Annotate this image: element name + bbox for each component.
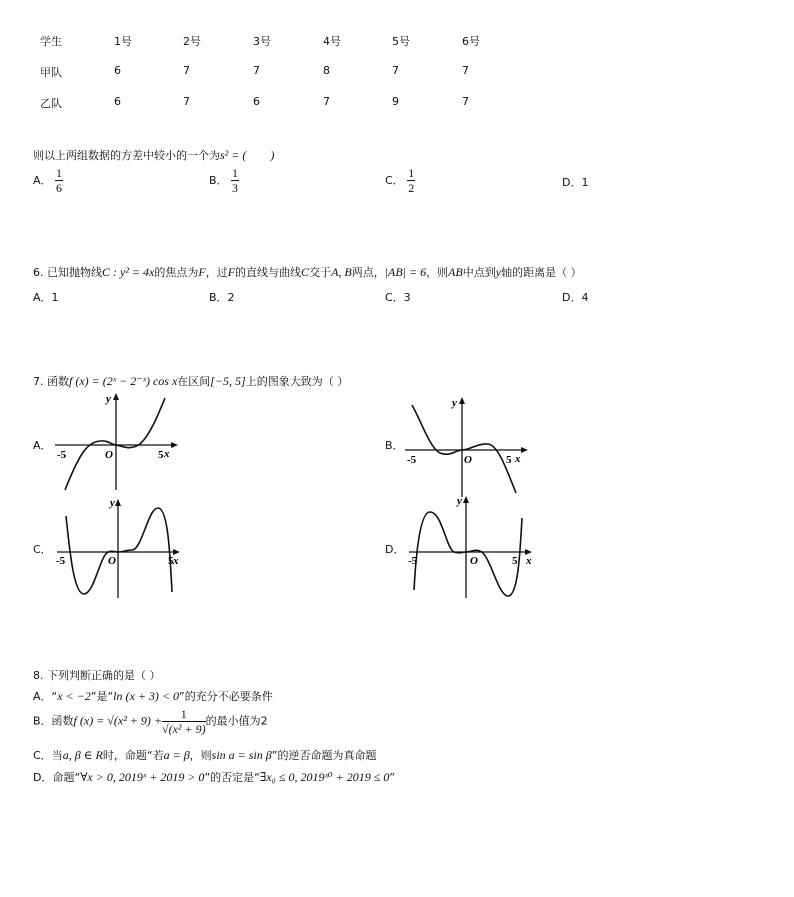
curve xyxy=(65,398,165,490)
q8-text: “ xyxy=(51,690,58,703)
denominator: 6 xyxy=(56,181,63,195)
q6-text: 的直线与曲线 xyxy=(235,266,302,279)
x-arrow-icon xyxy=(171,442,178,448)
curve xyxy=(66,508,172,594)
q6-text: ，则 xyxy=(426,266,449,279)
q5-stem xyxy=(33,146,274,163)
table-cell: 7 xyxy=(253,64,260,77)
q8-text: ”的充分不必要条件 xyxy=(179,690,273,703)
q8-option-c[interactable] xyxy=(33,747,376,763)
q8-text: ”的否定是“ xyxy=(204,771,260,784)
graph-c[interactable] xyxy=(52,494,192,602)
axis-y-label: y xyxy=(106,393,111,405)
table-header-cell: 6号 xyxy=(462,35,480,48)
option-letter: C． xyxy=(385,173,404,187)
q7-option-b-label[interactable]: B． xyxy=(385,439,404,452)
curve xyxy=(412,405,516,493)
q8-text: ”的逆否命题为真命题 xyxy=(271,749,377,762)
q7-option-c-label[interactable]: C． xyxy=(33,543,52,556)
option-letter: C． xyxy=(33,749,52,762)
tick-pos5: 5 xyxy=(168,555,174,567)
q7-text: 在区间 xyxy=(177,375,211,388)
fraction xyxy=(231,166,239,195)
denominator: 2 xyxy=(408,181,415,195)
table-header-cell: 2号 xyxy=(183,35,201,48)
q7-stem xyxy=(33,373,348,389)
option-letter: A． xyxy=(33,690,52,703)
tick-neg5: -5 xyxy=(407,454,417,466)
q7-text: 上的图象大致为（ ） xyxy=(245,375,349,388)
q8-math: ln (x + 3) < 0 xyxy=(113,689,180,703)
q8-text: 当 xyxy=(51,749,63,762)
q8-text: 的最小值为2 xyxy=(205,714,268,728)
table-cell: 6 xyxy=(253,95,260,108)
origin-label: O xyxy=(464,454,472,466)
q8-math: x < −2 xyxy=(57,689,91,703)
table-cell: 7 xyxy=(323,95,330,108)
q5-option-b[interactable] xyxy=(209,166,239,195)
q6-math: |AB| = 6 xyxy=(384,265,427,279)
y-arrow-icon xyxy=(115,499,121,506)
q6-option-a[interactable]: A．1 xyxy=(33,291,59,304)
q8-option-d[interactable] xyxy=(33,769,395,785)
table-cell: 7 xyxy=(462,64,469,77)
table-header-cell: 4号 xyxy=(323,35,341,48)
option-letter: B． xyxy=(33,714,52,728)
q6-text: ，过 xyxy=(205,266,228,279)
q7-option-d-label[interactable]: D． xyxy=(385,543,405,556)
q8-math: sin a = sin β xyxy=(211,748,272,762)
option-letter: D． xyxy=(562,176,582,189)
axis-x-label: x xyxy=(526,555,532,567)
q6-option-b[interactable]: B．2 xyxy=(209,291,235,304)
q6-stem xyxy=(33,264,582,280)
table-cell: 7 xyxy=(392,64,399,77)
axis-x-label: x xyxy=(173,555,179,567)
option-letter: B． xyxy=(209,173,228,187)
q6-math: C xyxy=(301,265,310,279)
axis-y-label: y xyxy=(110,497,115,509)
q5-option-d[interactable] xyxy=(562,174,588,190)
graph-d[interactable] xyxy=(404,494,544,602)
table-cell: 7 xyxy=(183,95,190,108)
q6-text: 轴的距离是（ ） xyxy=(501,266,582,279)
q8-math: a = β xyxy=(163,748,190,762)
denominator: 3 xyxy=(232,181,239,195)
axis-x-label: x xyxy=(164,448,170,460)
q8-text: ”是“ xyxy=(90,690,114,703)
q7-option-a-label[interactable]: A． xyxy=(33,439,52,452)
table-cell: 8 xyxy=(323,64,330,77)
q8-text: 函数 xyxy=(51,714,74,728)
y-arrow-icon xyxy=(113,393,119,400)
table-cell: 9 xyxy=(392,95,399,108)
tick-neg5: -5 xyxy=(57,449,67,461)
q7-math: f (x) = (2ˣ − 2⁻ˣ) cos x xyxy=(69,374,178,388)
origin-label: O xyxy=(470,555,478,567)
table-header-cell: 学生 xyxy=(40,35,62,48)
numerator: 1 xyxy=(408,166,415,180)
numerator: 1 xyxy=(232,166,239,180)
q6-text: 两点， xyxy=(351,266,385,279)
fraction xyxy=(407,166,415,195)
q6-text: 6. 已知抛物线 xyxy=(33,266,102,279)
q8-title: 8. 下列判断正确的是（ ） xyxy=(33,669,161,682)
option-value: 1 xyxy=(581,176,589,189)
q6-math: AB xyxy=(448,265,463,279)
q5-option-c[interactable] xyxy=(385,166,415,195)
table-cell: 6 xyxy=(114,95,121,108)
q6-math: C : y² = 4x xyxy=(102,265,155,279)
q6-math: y xyxy=(495,265,502,279)
q8-math: f (x) = √(x² + 9) + xyxy=(73,713,162,728)
tick-neg5: -5 xyxy=(408,555,418,567)
tick-pos5: 5 xyxy=(158,449,164,461)
q6-text: 的焦点为 xyxy=(154,266,199,279)
q8-option-a[interactable] xyxy=(33,688,273,704)
q7-math: [−5, 5] xyxy=(210,374,246,388)
q6-math: F xyxy=(198,265,206,279)
q6-math: F xyxy=(227,265,236,279)
graph-b[interactable] xyxy=(400,393,540,498)
option-letter: D． xyxy=(33,771,53,784)
y-arrow-icon xyxy=(459,397,465,404)
q8-option-b[interactable] xyxy=(33,707,268,736)
q8-math: ∀x > 0, 2019ˣ + 2019 > 0 xyxy=(80,770,205,784)
table-row-label: 甲队 xyxy=(40,66,62,79)
q8-math: ∃x₀ ≤ 0, 2019ˣ⁰ + 2019 ≤ 0 xyxy=(259,770,390,784)
tick-pos5: 5 xyxy=(512,555,518,567)
q8-text: ，则 xyxy=(189,749,212,762)
tick-pos5: 5 xyxy=(506,454,512,466)
denominator: √(x² + 9) xyxy=(162,722,206,736)
q5-text: 则以上两组数据的方差中较小的一个为 xyxy=(33,149,220,162)
axis-y-label: y xyxy=(457,495,462,507)
tick-neg5: -5 xyxy=(56,555,66,567)
origin-label: O xyxy=(108,555,116,567)
q6-text: 中点到 xyxy=(462,266,496,279)
q6-option-d[interactable]: D．4 xyxy=(562,291,589,304)
x-arrow-icon xyxy=(521,447,528,453)
graph-a[interactable] xyxy=(50,390,185,495)
q7-text: 7. 函数 xyxy=(33,375,69,388)
numerator: 1 xyxy=(56,166,63,180)
table-cell: 7 xyxy=(462,95,469,108)
option-letter: A． xyxy=(33,173,52,187)
table-cell: 7 xyxy=(183,64,190,77)
numerator: 1 xyxy=(162,707,206,722)
q5-expr: s² = ( ) xyxy=(220,148,275,162)
q5-option-a[interactable] xyxy=(33,166,63,195)
table-cell: 6 xyxy=(114,64,121,77)
q8-text: 时，命题“若 xyxy=(102,749,164,762)
table-header-cell: 1号 xyxy=(114,35,132,48)
table-header-cell: 5号 xyxy=(392,35,410,48)
q8-text: ” xyxy=(389,771,396,784)
table-header-cell: 3号 xyxy=(253,35,271,48)
y-arrow-icon xyxy=(463,496,469,503)
q8-math: a, β ∈ R xyxy=(62,748,103,762)
fraction xyxy=(162,707,206,736)
q6-option-c[interactable]: C．3 xyxy=(385,291,411,304)
axis-y-label: y xyxy=(452,397,457,409)
q6-math: A, B xyxy=(331,265,352,279)
table-row-label: 乙队 xyxy=(40,97,62,110)
curve xyxy=(414,512,522,596)
origin-label: O xyxy=(105,449,113,461)
q8-text: 命题“ xyxy=(52,771,81,784)
axis-x-label: x xyxy=(515,453,521,465)
fraction xyxy=(55,166,63,195)
q6-text: 交于 xyxy=(309,266,332,279)
